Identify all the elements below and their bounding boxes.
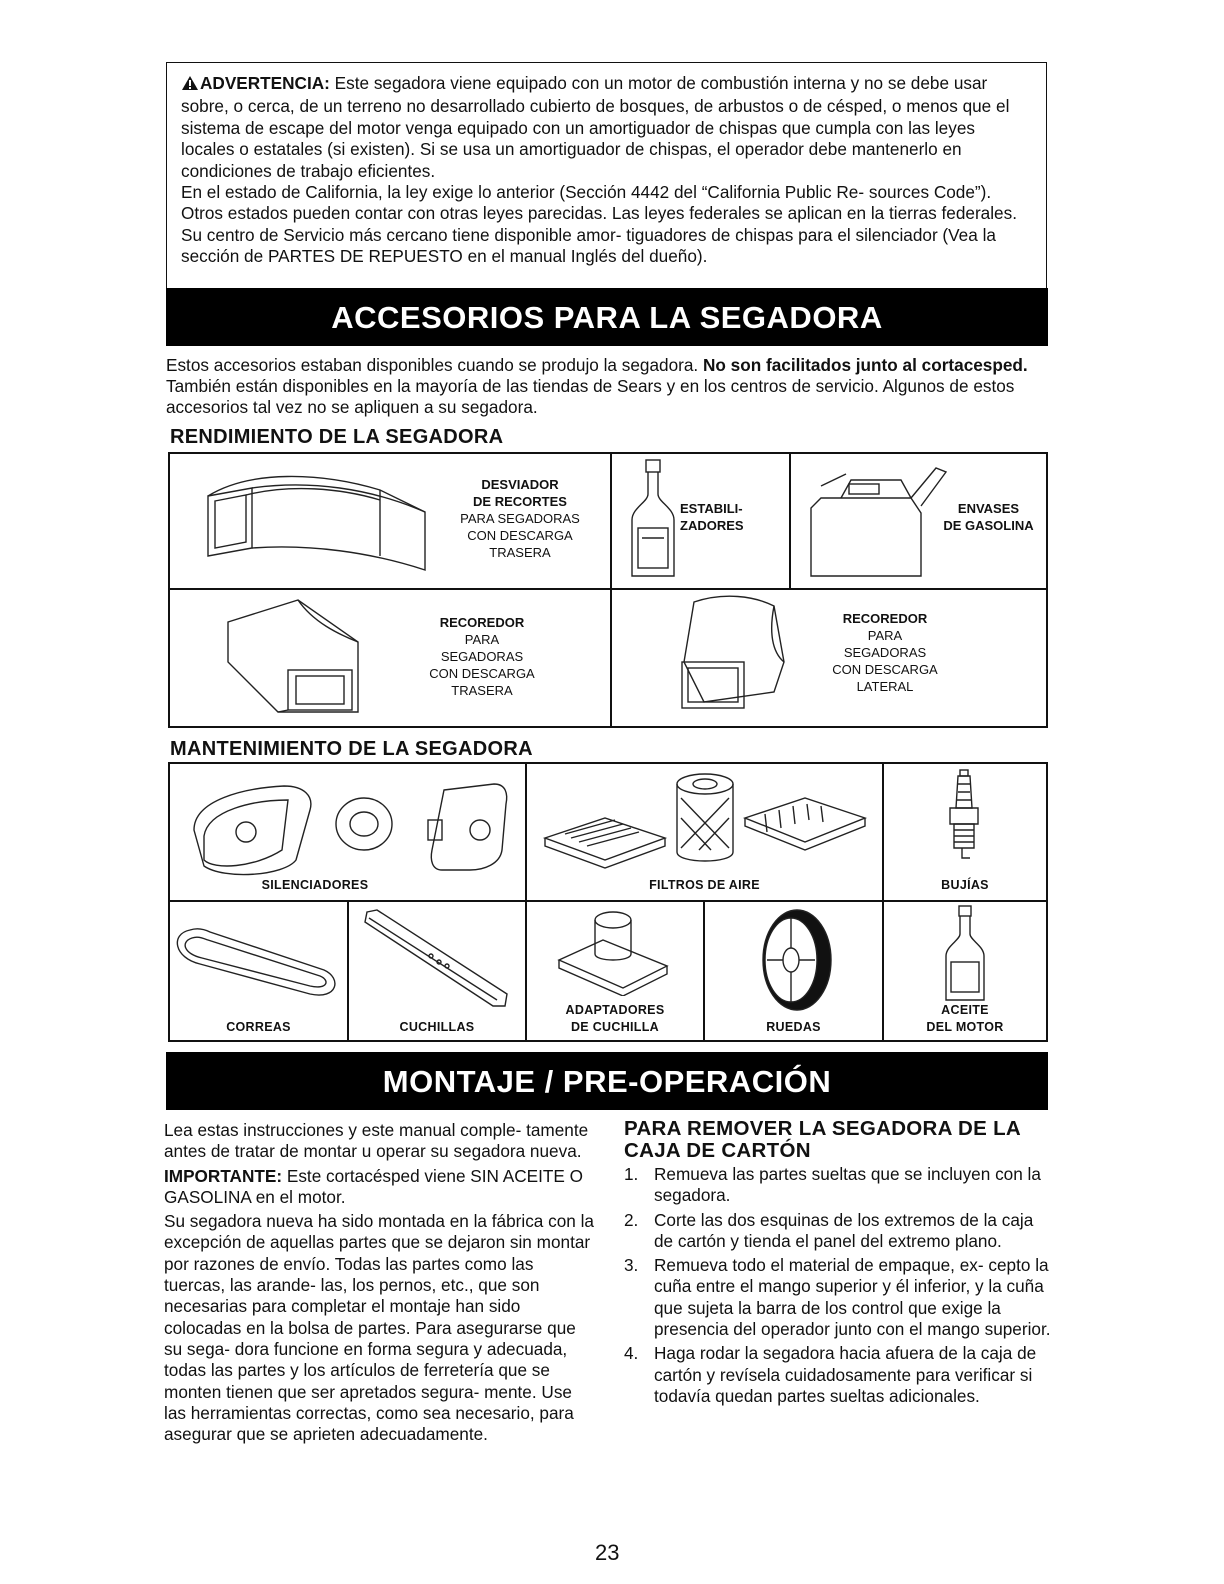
maintenance-title: MANTENIMIENTO DE LA SEGADORA bbox=[170, 738, 533, 760]
adapters-cell bbox=[527, 902, 703, 1040]
assembly-intro: Lea estas instrucciones y este manual comple- tamente antes de tratar de montar u operar su segadora nueva. bbox=[164, 1120, 589, 1162]
accessories-banner: ACCESORIOS PARA LA SEGADORA bbox=[166, 288, 1048, 346]
warning-paragraph-1 bbox=[181, 73, 1032, 182]
mufflers-icon bbox=[184, 770, 514, 880]
gas-can-caption: ENVASES DE GASOLINA bbox=[943, 501, 1034, 533]
performance-grid bbox=[168, 452, 1048, 728]
oil-label: ACEITE DEL MOTOR bbox=[926, 1003, 1004, 1034]
spark-plugs-label: BUJÍAS bbox=[941, 878, 989, 892]
blades-cell bbox=[349, 902, 525, 1040]
blades-label: CUCHILLAS bbox=[399, 1020, 475, 1034]
oil-bottle-icon bbox=[940, 904, 990, 1004]
list-item: 1. Remueva las partes sueltas que se incluyen con la segadora. bbox=[624, 1164, 1041, 1206]
accessories-intro: Estos accesorios estaban disponibles cuando se produjo la segadora. No son facilitados junto al cortacesped. También están disponibles en la mayoría de las tiendas de Sears y en los centros de servicio. Algunos de estos accesorios tal vez no se apliquen a su segadora. bbox=[166, 355, 1028, 417]
air-filters-cell bbox=[527, 764, 882, 900]
rear-bag-cell bbox=[170, 590, 610, 726]
deflector-icon bbox=[200, 466, 450, 576]
stabilizer-cell bbox=[612, 454, 789, 588]
stabilizer-caption: ESTABILI- ZADORES bbox=[680, 501, 744, 533]
assembly-banner: MONTAJE / PRE-OPERACIÓN bbox=[166, 1052, 1048, 1110]
warning-triangle-icon bbox=[181, 75, 199, 96]
belts-cell bbox=[170, 902, 347, 1040]
maintenance-grid bbox=[168, 762, 1048, 1042]
spark-plug-icon bbox=[944, 768, 984, 878]
gas-can-icon bbox=[801, 458, 951, 582]
side-bag-icon bbox=[674, 592, 794, 722]
assembly-important: IMPORTANTE: Este cortacésped viene SIN ACEITE O GASOLINA en el motor. bbox=[164, 1165, 583, 1207]
performance-title: RENDIMIENTO DE LA SEGADORA bbox=[170, 426, 504, 448]
rear-bag-caption: RECOREDOR PARA SEGADORAS CON DESCARGA TRASERA bbox=[429, 615, 535, 698]
adapters-label: ADAPTADORES DE CUCHILLA bbox=[565, 1003, 665, 1034]
deflector-caption: DESVIADOR DE RECORTES PARA SEGADORAS CON DESCARGA TRASERA bbox=[460, 477, 580, 560]
side-bag-cell bbox=[612, 590, 1046, 726]
air-filters-label: FILTROS DE AIRE bbox=[649, 878, 760, 892]
side-bag-caption: RECOREDOR PARA SEGADORAS CON DESCARGA LATERAL bbox=[832, 611, 938, 694]
blade-adapter-icon bbox=[553, 906, 673, 996]
assembly-right-column bbox=[624, 1118, 1054, 1410]
mufflers-cell bbox=[170, 764, 525, 900]
warning-label: ADVERTENCIA: bbox=[200, 73, 330, 93]
mufflers-label: SILENCIADORES bbox=[261, 878, 369, 892]
belt-icon bbox=[170, 908, 345, 1008]
air-filters-icon bbox=[535, 768, 875, 876]
list-item: 3. Remueva todo el material de empaque, ex- cepto la cuña entre el mango superior y él inferior, y la cuña que sujeta la barra de los control que exige la presencia del operador junto con el mango superior. bbox=[624, 1255, 1051, 1340]
deflector-cell bbox=[170, 454, 610, 588]
page-number: 23 bbox=[595, 1540, 620, 1565]
remove-steps-list bbox=[624, 1164, 1054, 1407]
wheels-label: RUEDAS bbox=[766, 1020, 821, 1034]
list-item: 4. Haga rodar la segadora hacia afuera de la caja de cartón y revísela cuidadosamente para verificar si todavía quedan partes sueltas adicionales. bbox=[624, 1343, 1037, 1406]
warning-text-1: Este segadora viene equipado con un motor de combustión interna y no se debe usar sobre, o cerca, de un terreno no desarrollado cubierto de bosques, de arbustos o de césped, o menos que el sistema de escape del motor venga equipado con un amortiguador de chispas que cumpla con las leyes locales o estatales (si existen). Si se usa un amortiguador de chispas, el operador debe mantenerlo en condiciones de trabajo eficientes. bbox=[181, 73, 1010, 181]
gas-can-cell bbox=[791, 454, 1046, 588]
oil-cell bbox=[884, 902, 1046, 1040]
blade-icon bbox=[357, 906, 517, 1016]
belts-label: CORREAS bbox=[226, 1020, 291, 1034]
stabilizer-bottle-icon bbox=[624, 458, 684, 582]
spark-plugs-cell bbox=[884, 764, 1046, 900]
remove-from-carton-title: PARA REMOVER LA SEGADORA DE LA CAJA DE CARTÓN bbox=[624, 1117, 1021, 1162]
list-item: 2. Corte las dos esquinas de los extremos de la caja de cartón y tienda el panel del extremo plano. bbox=[624, 1209, 1034, 1251]
wheels-cell bbox=[705, 902, 882, 1040]
warning-box bbox=[166, 62, 1047, 288]
assembly-body: Su segadora nueva ha sido montada en la fábrica con la excepción de aquellas partes que se dejaron sin montar por razones de envío. Todas las partes como las tuercas, las arande- las, los pernos, etc., que son necesarias para completar el montaje han sido colocadas en la bolsa de partes. Para asegurarse que su sega- dora funcione en forma segura y adecuada, todas las partes y los artículos de ferretería que se monten tienen que ser apretados segura- mente. Use las herramientas correctas, como sea necesario, para asegurar que se aprieten adecuadamente. bbox=[164, 1211, 594, 1445]
rear-bag-icon bbox=[218, 592, 388, 722]
accessories-intro-bold: No son facilitados junto al cortacesped. bbox=[702, 355, 1028, 375]
wheel-icon bbox=[749, 904, 839, 1014]
assembly-left-column bbox=[164, 1120, 596, 1448]
warning-paragraph-2: En el estado de California, la ley exige lo anterior (Sección 4442 del “California Public Re- sources Code”). Otros estados pueden contar con otras leyes parecidas. Las leyes federales se aplican en la tierras federales. Su centro de Servicio más cercano tiene disponible amor- tiguadores de chispas para el silenciador (Vea la sección de PARTES DE REPUESTO en el manual Inglés del dueño). bbox=[181, 182, 1017, 267]
